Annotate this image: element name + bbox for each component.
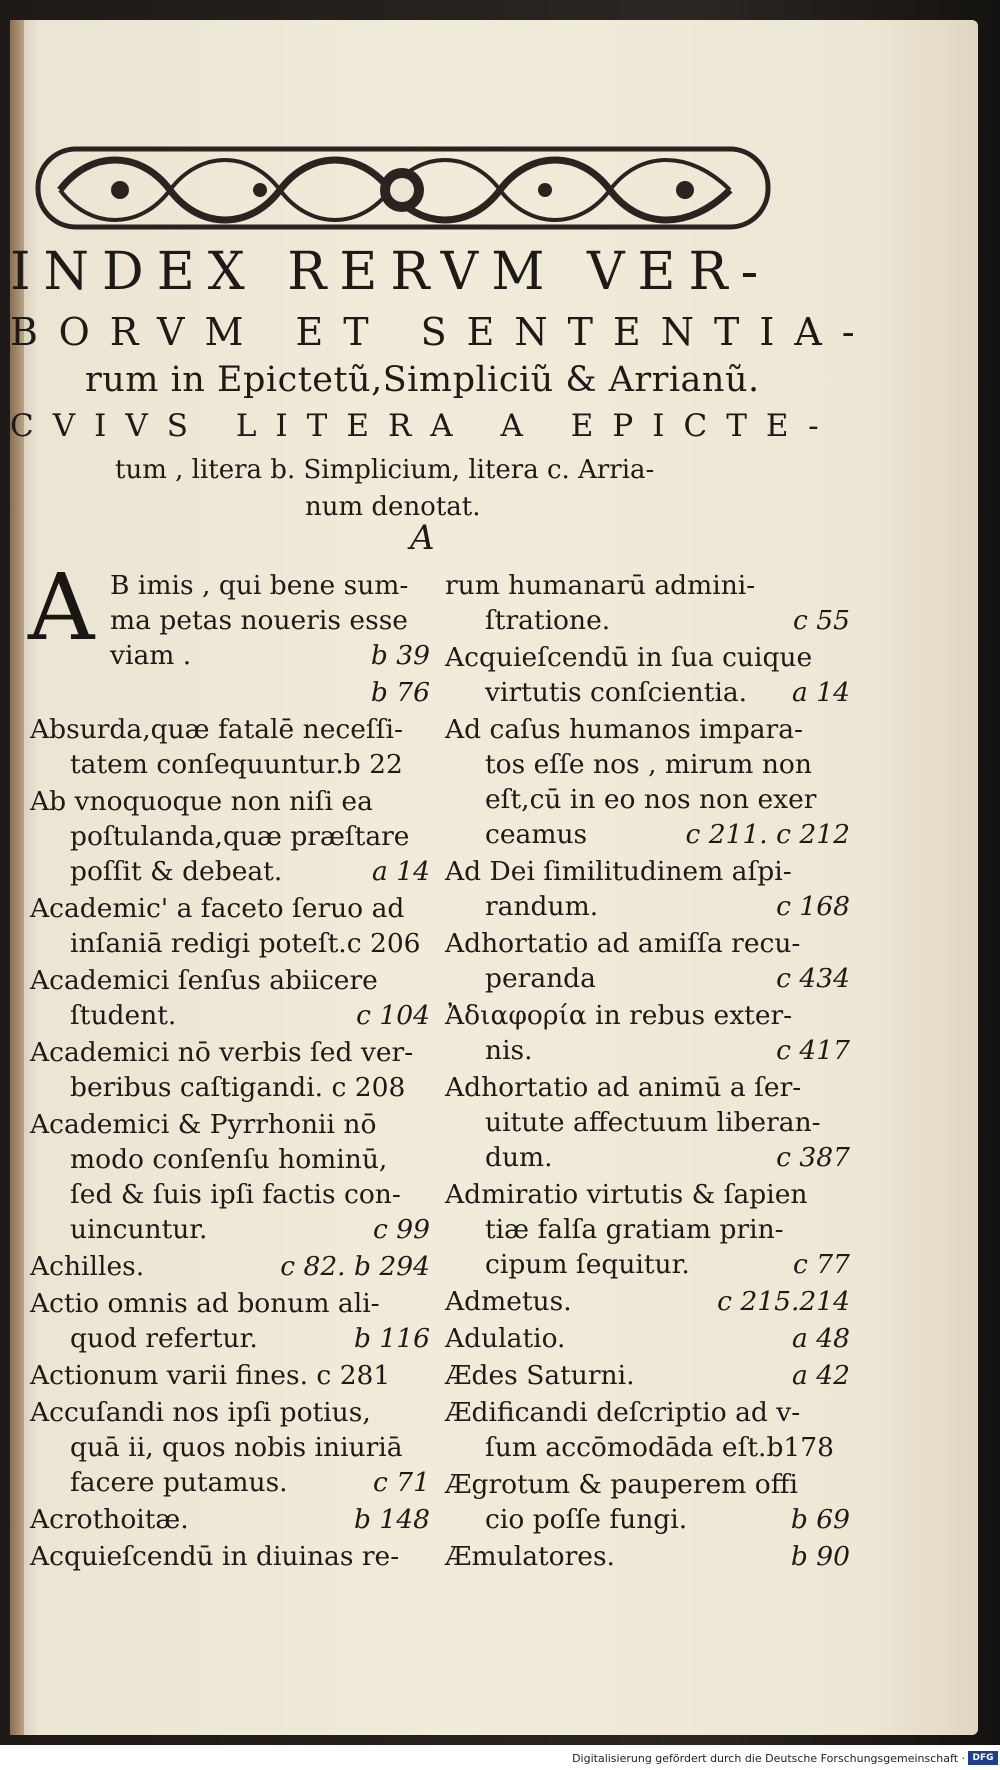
index-entry <box>445 1467 850 1537</box>
index-entry <box>30 1035 430 1105</box>
index-entry-reference: c 434 <box>776 963 850 994</box>
index-entry-line: poſtulanda,quæ præſtare <box>70 821 410 852</box>
index-entry-reference: c 77 <box>793 1249 850 1280</box>
index-title-line-6: num denotat. <box>305 492 481 522</box>
index-title-line-2: BORVM ET SENTENTIA- <box>10 310 875 354</box>
index-entry-line: Adhortatio ad animū a ſer- <box>445 1072 802 1103</box>
decorative-headpiece-ornament <box>30 135 775 245</box>
index-entry-line: Ἀδιαφορία in rebus exter- <box>445 1000 793 1031</box>
index-entry <box>30 568 430 673</box>
index-entry-line: uitute affectuum liberan- <box>485 1107 821 1138</box>
index-entry-reference: b 76 <box>370 677 430 708</box>
index-entry-reference: c 168 <box>776 891 850 922</box>
index-entry <box>30 1107 430 1247</box>
index-entry-line: ceamus <box>485 819 588 850</box>
index-entry-line: Ædificandi deſcriptio ad v- <box>445 1397 801 1428</box>
index-entry-line: Acquieſcendū in ſua cuique <box>445 642 813 673</box>
index-entry-line: facere putamus. <box>70 1467 288 1498</box>
index-entry-line: quod refertur. <box>70 1323 258 1354</box>
index-entry-line: Actionum varii fines. c 281 <box>30 1360 391 1391</box>
index-entry-line: tatem conſequuntur.b 22 <box>70 749 403 780</box>
index-entry-reference: b 90 <box>790 1541 850 1572</box>
index-entry-reference: b 148 <box>354 1504 430 1535</box>
index-entry <box>445 1358 850 1393</box>
index-entry-reference: a 14 <box>372 856 430 887</box>
index-entry <box>445 1177 850 1282</box>
index-entry-reference: a 48 <box>792 1323 850 1354</box>
index-entry <box>445 1395 850 1465</box>
index-entry <box>30 891 430 961</box>
index-entry-line: dum. <box>485 1142 553 1173</box>
index-entry <box>30 712 430 782</box>
index-entry-line: virtutis conſcientia. <box>485 677 748 708</box>
index-entry-reference: b 69 <box>790 1504 850 1535</box>
index-entry-reference: c 82. b 294 <box>280 1251 430 1282</box>
index-entry-line: randum. <box>485 891 599 922</box>
index-entry-line: Adulatio. <box>445 1323 566 1354</box>
index-entry-line: quā ii, quos nobis iniuriā <box>70 1432 403 1463</box>
index-entry-line: Absurda,quæ fatalē neceſſi- <box>30 714 403 745</box>
index-entry-line: Ægrotum & pauperem offi <box>445 1469 799 1500</box>
index-entry-line: Ab vnoquoque non niſi ea <box>30 786 373 817</box>
index-entry-reference: c 387 <box>776 1142 850 1173</box>
index-entry <box>30 1249 430 1284</box>
index-entry <box>445 712 850 852</box>
index-entry <box>30 1395 430 1500</box>
index-entry-reference: c 417 <box>776 1035 850 1066</box>
index-entry-line: Accuſandi nos ipſi potius, <box>30 1397 371 1428</box>
index-entry-line: ſtratione. <box>485 605 611 636</box>
section-letter: A <box>410 518 435 558</box>
book-page <box>10 20 978 1735</box>
index-entry-line: Ad caſus humanos impara- <box>445 714 803 745</box>
index-entry-reference: a 42 <box>792 1360 850 1391</box>
index-entry <box>30 1502 430 1537</box>
index-title-line-3: rum in Epictetũ,Simpliciũ & Arrianũ. <box>85 360 760 400</box>
index-entry-line: eſt,cū in eo nos non exer <box>485 784 817 815</box>
index-entry <box>30 1539 430 1574</box>
digitization-footer <box>0 1748 1000 1770</box>
index-title-line-5: tum , litera b. Simplicium, litera c. Arria- <box>115 455 655 485</box>
index-entry <box>445 1539 850 1574</box>
index-entry <box>30 784 430 889</box>
index-entry-line: Academici & Pyrrhonii nō <box>30 1109 377 1140</box>
index-entry <box>30 1358 430 1393</box>
index-entry <box>445 1070 850 1175</box>
index-entry-line: Adhortatio ad amiſſa recu- <box>445 928 801 959</box>
index-title-line-1: INDEX RERVM VER- <box>10 242 772 302</box>
index-entry <box>445 1321 850 1356</box>
index-entry <box>445 640 850 710</box>
dfg-logo: DFG <box>968 1751 998 1765</box>
index-entry-line: tos eſſe nos , mirum non <box>485 749 812 780</box>
index-entry-reference: b 39 <box>370 640 430 671</box>
index-entry-line: modo conſenſu hominū, <box>70 1144 388 1175</box>
index-entry-reference: c 215.214 <box>717 1286 850 1317</box>
index-entry-line: ma petas noueris esse <box>110 605 408 636</box>
index-entry-line: inſaniā redigi poteſt.c 206 <box>70 928 421 959</box>
index-entry-line: rum humanarū admini- <box>445 570 756 601</box>
index-entry <box>445 998 850 1068</box>
index-entry-line: poſſit & debeat. <box>70 856 283 887</box>
index-entry-line: B imis , qui bene sum- <box>110 570 409 601</box>
drop-cap-letter: A <box>28 554 95 661</box>
index-entry-reference: c 211. c 212 <box>685 819 850 850</box>
index-entry-reference: c 55 <box>793 605 850 636</box>
index-entry-line: Ædes Saturni. <box>445 1360 635 1391</box>
index-entry-line: Acrothoitæ. <box>30 1504 189 1535</box>
index-entry-line: uincuntur. <box>70 1214 208 1245</box>
index-entry-line: Actio omnis ad bonum ali- <box>30 1288 380 1319</box>
index-entry <box>445 854 850 924</box>
index-entry-line: nis. <box>485 1035 533 1066</box>
index-entry-line: Admetus. <box>445 1286 572 1317</box>
index-entry-reference: a 14 <box>792 677 850 708</box>
index-entry-reference: c 71 <box>373 1467 430 1498</box>
index-entry <box>30 1286 430 1356</box>
index-entry-line: cio poſſe fungi. <box>485 1504 688 1535</box>
index-entry-line: Acquieſcendū in diuinas re- <box>30 1541 400 1572</box>
index-entry <box>445 568 850 638</box>
index-entry-line: viam . <box>110 640 192 671</box>
index-entry-reference: b 116 <box>354 1323 430 1354</box>
index-entry-line: Academici nō verbis ſed ver- <box>30 1037 414 1068</box>
index-entry-line: Æmulatores. <box>445 1541 615 1572</box>
index-entry-line: Admiratio virtutis & ſapien <box>445 1179 808 1210</box>
index-entry-line: tiæ falſa gratiam prin- <box>485 1214 784 1245</box>
index-entry-line: ſed & ſuis ipſi factis con- <box>70 1179 401 1210</box>
footer-text: Digitalisierung gefördert durch die Deutsche Forschungsgemeinschaft · <box>572 1752 965 1765</box>
index-entry-line: Achilles. <box>30 1251 145 1282</box>
index-entry-line: Academici ſenſus abiicere <box>30 965 378 996</box>
index-entry-line: cipum ſequitur. <box>485 1249 690 1280</box>
index-entry-line: Ad Dei ſimilitudinem aſpi- <box>445 856 792 887</box>
index-entry <box>30 963 430 1033</box>
index-entry-line: Academic' a faceto ſeruo ad <box>30 893 405 924</box>
index-title-line-4: CVIVS LITERA A EPICTE- <box>10 408 838 444</box>
index-entry-line: peranda <box>485 963 596 994</box>
index-entry-reference: c 99 <box>373 1214 430 1245</box>
index-entry <box>445 926 850 996</box>
index-entry-reference: c 104 <box>356 1000 430 1031</box>
index-entry-line: ſtudent. <box>70 1000 177 1031</box>
index-entry-line: beribus caſtigandi. c 208 <box>70 1072 406 1103</box>
index-entry-line: ſum accōmodāda eſt.b178 <box>485 1432 835 1463</box>
index-entry <box>445 1284 850 1319</box>
